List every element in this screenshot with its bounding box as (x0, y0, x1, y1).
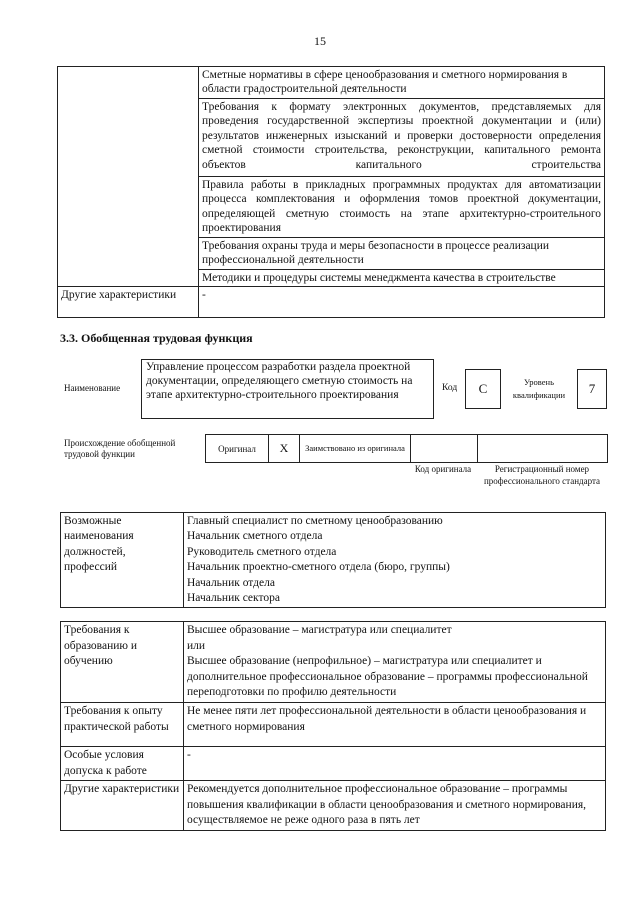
education-label: Требования к образованию и обучению (61, 622, 184, 703)
other-label: Другие характеристики (61, 781, 184, 831)
table-cell-empty (58, 67, 199, 99)
special-conditions-value: - (184, 746, 606, 780)
table-cell-empty (58, 99, 199, 177)
level-value: 7 (577, 369, 607, 409)
list-item: Высшее образование (непрофильное) – магистратура или специалитет и дополнительное профессиональное образование – программы профессиональной переподготовки по профилю деятельности (187, 655, 588, 699)
list-item: Руководитель сметного отдела (187, 545, 337, 558)
code-original-caption: Код оригинала (414, 464, 472, 474)
positions-table (60, 512, 606, 608)
table-cell-empty (58, 238, 199, 270)
table-cell: Сметные нормативы в сфере ценообразования и сметного нормирования в области градостроительной деятельности (199, 67, 605, 99)
requirements-table (60, 621, 606, 831)
list-item: Главный специалист по сметному ценообразованию (187, 515, 443, 527)
experience-value: Не менее пяти лет профессиональной деятельности в области ценообразования и сметного нормирования (184, 702, 606, 746)
experience-label: Требования к опыту практической работы (61, 702, 184, 746)
table-cell: Требования к формату электронных документов, представляемых для проведения государственной экспертизы проектной документации и (или) результатов инженерных изысканий и проверки достоверности определения сметной стоимости строительства, реконструкции, капитального ремонта объектов капитального строительства (199, 99, 605, 177)
list-item: Начальник сектора (187, 592, 280, 605)
code-label: Код (442, 383, 458, 393)
original-mark: X (269, 435, 300, 462)
list-item: Высшее образование – магистратура или специалитет (187, 624, 452, 636)
other-characteristics-label: Другие характеристики (58, 287, 199, 318)
special-conditions-label: Особые условия допуска к работе (61, 746, 184, 780)
list-item: Начальник проектно-сметного отдела (бюро, группы) (187, 561, 450, 574)
page-number: 15 (314, 34, 326, 48)
original-label: Оригинал (206, 435, 269, 462)
education-value (184, 622, 606, 703)
borrowed-label: Заимствовано из оригинала (300, 435, 411, 462)
table-cell-empty (58, 270, 199, 287)
table-cell: Требования охраны труда и меры безопасности в процессе реализации профессиональной деятельности (199, 238, 605, 270)
section-heading: 3.3. Обобщенная трудовая функция (60, 331, 253, 345)
name-label: Наименование (64, 383, 121, 393)
code-value: C (465, 369, 501, 409)
origin-label: Происхождение обобщенной трудовой функции (64, 438, 176, 459)
knowledge-table (57, 66, 605, 318)
positions-label: Возможные наименования должностей, профессий (61, 513, 184, 608)
list-item: Начальник сметного отдела (187, 530, 323, 543)
table-cell: Методики и процедуры системы менеджмента качества в строительстве (199, 270, 605, 287)
origin-strip (205, 434, 608, 463)
other-value: Рекомендуется дополнительное профессиональное образование – программы повышения квалификации в области ценообразования и сметного нормирования, осуществляемое не реже одного раза в пять лет (184, 781, 606, 831)
name-value: Управление процессом разработки раздела проектной документации, определяющего сметную стоимость на этапе архитектурно-строительного проектирования (141, 359, 434, 419)
reg-number-box (478, 435, 606, 462)
positions-list (184, 513, 606, 608)
level-label: Уровень квалификации (512, 377, 566, 400)
table-cell-empty (58, 177, 199, 238)
list-item: Начальник отдела (187, 576, 275, 589)
code-original-box (411, 435, 478, 462)
other-characteristics-value: - (199, 287, 605, 318)
reg-number-caption: Регистрационный номер профессионального стандарта (483, 464, 601, 486)
table-cell: Правила работы в прикладных программных продуктах для автоматизации процесса комплектования и оформления томов проектной документации, определяющей сметную стоимость на этапе архитектурно-строительного проектирования (199, 177, 605, 238)
list-item: или (187, 639, 206, 652)
